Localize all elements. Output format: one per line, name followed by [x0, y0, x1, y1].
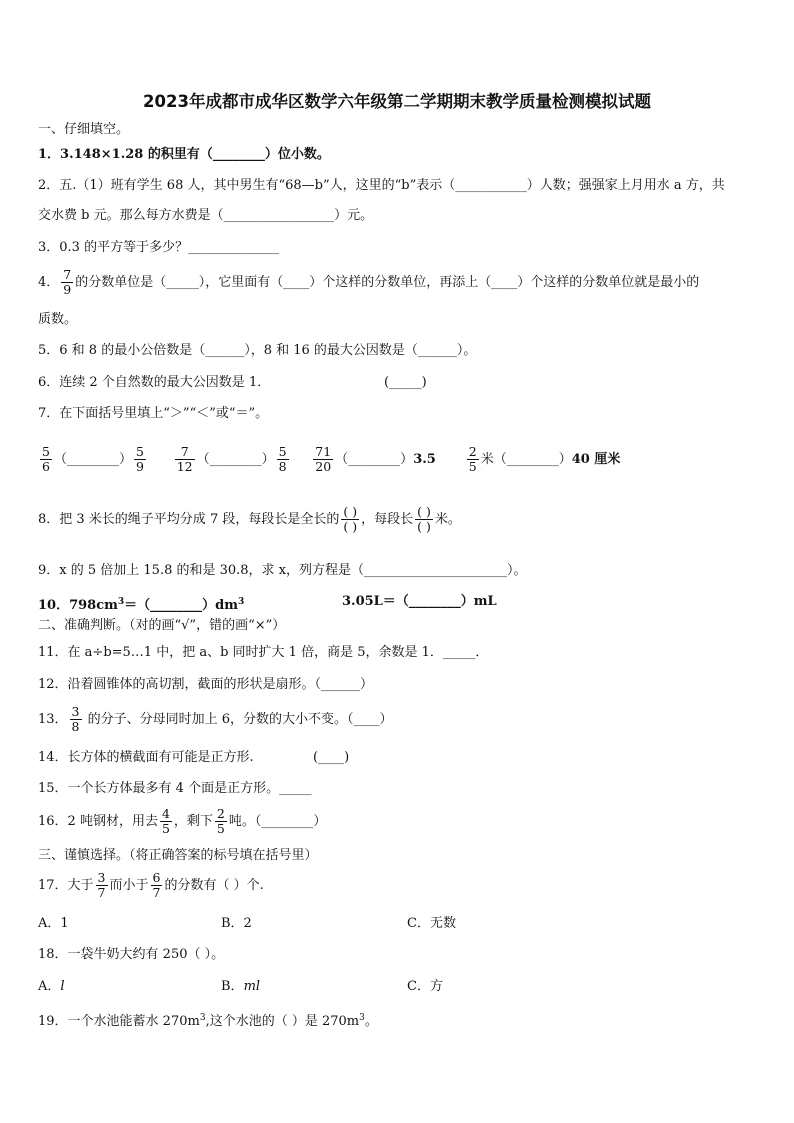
section-heading-1: 一、仔细填空。: [38, 122, 130, 137]
question-text: 17．大于: [38, 878, 94, 893]
denominator: 5: [468, 459, 477, 474]
question-15: 15．一个长方体最多有 4 个面是正方形。_____: [38, 781, 312, 796]
answer-blank[interactable]: (____): [313, 750, 350, 765]
question-text: ,这个水池的（ ）是 270m: [205, 1014, 360, 1029]
unit: 米: [480, 452, 494, 467]
numerator: 5: [278, 444, 287, 459]
question-9: 9．x 的 5 倍加上 15.8 的和是 30.8，求 x，列方程是（______________________）。: [38, 563, 527, 578]
fraction: [277, 445, 289, 474]
option-b[interactable]: [221, 979, 260, 995]
denominator-blank[interactable]: ( ): [343, 519, 358, 534]
question-1: 1．3.148×1.28 的积里有（________）位小数。: [38, 147, 330, 162]
question-4-line-2: 质数。: [38, 312, 78, 327]
numerator: 2: [468, 444, 477, 459]
exponent: 3: [199, 1013, 206, 1023]
fraction: [215, 807, 227, 836]
fraction: [313, 445, 333, 474]
fraction-blank[interactable]: [415, 505, 433, 534]
option-value: ml: [243, 979, 261, 994]
question-text: 而小于: [109, 878, 149, 893]
denominator: 7: [152, 885, 161, 900]
question-text: 。: [364, 1014, 378, 1029]
question-text: 16．2 吨钢材，用去: [38, 814, 158, 829]
numerator: 4: [161, 806, 170, 821]
value: 40 厘米: [571, 452, 621, 467]
question-4: [38, 266, 699, 300]
answer-blank[interactable]: （________）: [493, 452, 572, 467]
question-2-line-2: 交水费 b 元。那么每方水费是（_________________）元。: [38, 208, 374, 223]
denominator: 9: [135, 459, 144, 474]
question-17: [38, 868, 264, 904]
denominator: 8: [278, 459, 287, 474]
fraction: [61, 268, 73, 297]
option-b[interactable]: B．2: [221, 916, 252, 931]
fraction: [40, 445, 52, 474]
numerator: 7: [63, 267, 72, 282]
question-12: 12．沿着圆锥体的高切割，截面的形状是扇形。（______）: [38, 677, 374, 692]
question-13: [38, 703, 393, 737]
question-text: 米。: [434, 512, 461, 527]
numerator: 6: [152, 870, 161, 885]
question-text: 8．把 3 米长的绳子平均分成 7 段，每段长是全长的: [38, 512, 340, 527]
numerator: 7: [180, 444, 189, 459]
question-text: 10．798cm: [38, 598, 118, 613]
fraction: [70, 705, 82, 734]
question-text: ，剩下: [173, 814, 213, 829]
exponent: 3: [117, 597, 125, 607]
denominator: 7: [97, 885, 106, 900]
option-label: A．: [38, 979, 61, 994]
question-text: 19．一个水池能蓄水 270m: [38, 1014, 200, 1029]
fraction: [160, 807, 172, 836]
question-7-comparisons: [38, 442, 620, 478]
question-number: 13．: [38, 712, 68, 727]
question-8: [38, 500, 461, 540]
fraction: [467, 445, 479, 474]
denominator-blank[interactable]: ( ): [417, 519, 431, 534]
answer-blank[interactable]: （________）: [53, 452, 132, 467]
option-c[interactable]: C．无数: [407, 916, 456, 931]
question-number: 4．: [38, 275, 60, 290]
question-10: [38, 594, 244, 614]
exponent: 3: [359, 1013, 365, 1023]
numerator: 5: [42, 444, 50, 459]
question-16: [38, 804, 326, 840]
question-text: 吨。（________）: [228, 814, 327, 829]
question-3: 3．0.3 的平方等于多少？______________: [38, 240, 280, 255]
numerator-blank[interactable]: ( ): [417, 504, 431, 519]
fraction: [175, 445, 195, 474]
question-18: 18．一袋牛奶大约有 250（ ）。: [38, 947, 225, 962]
question-5: 5．6 和 8 的最小公倍数是（______），8 和 16 的最大公因数是（______）。: [38, 343, 477, 358]
page-title: 2023年成都市成华区数学六年级第二学期期末教学质量检测模拟试题: [143, 92, 651, 111]
question-2-line-1: 2．五.（1）班有学生 68 人，其中男生有“68—b”人，这里的“b”表示（___________）人数；强强家上月用水 a 方，共: [38, 178, 725, 193]
numerator: 5: [135, 444, 144, 459]
option-value: l: [60, 979, 65, 994]
fraction-blank[interactable]: [341, 505, 359, 534]
question-text: 的分子、分母同时加上 6，分数的大小不变。（____）: [87, 712, 393, 727]
question-text: ＝（________）dm: [124, 598, 239, 613]
fraction: [96, 871, 108, 900]
question-text: 的分数有（ ）个.: [164, 878, 264, 893]
denominator: 5: [161, 821, 170, 836]
numerator-blank[interactable]: ( ): [343, 504, 358, 519]
section-heading-2: 二、准确判断。（对的画“√”，错的画“×”）: [38, 618, 286, 633]
numerator: 3: [97, 870, 106, 885]
option-a[interactable]: A．1: [38, 916, 69, 931]
denominator: 8: [71, 719, 80, 734]
option-a[interactable]: [38, 979, 65, 995]
question-text: 的分数单位是（_____），它里面有（____）个这样的分数单位，再添上（____）个这样的分数单位就是最小的: [75, 275, 700, 290]
question-11: 11．在 a÷b=5…1 中，把 a、b 同时扩大 1 倍，商是 5，余数是 1．_____．: [38, 645, 489, 660]
question-text: ，每段长: [361, 512, 414, 527]
fraction: [151, 871, 163, 900]
question-19: [38, 1010, 378, 1030]
denominator: 9: [63, 282, 72, 297]
question-6: 6．连续 2 个自然数的最大公因数是 1．: [38, 375, 271, 390]
denominator: 12: [176, 459, 193, 474]
answer-blank[interactable]: （________）: [335, 452, 414, 467]
fraction: [134, 445, 146, 474]
answer-blank[interactable]: (_____): [384, 375, 427, 390]
question-10-part-2: 3.05L＝（________）mL: [342, 594, 497, 609]
numerator: 3: [71, 704, 80, 719]
denominator: 5: [216, 821, 225, 836]
numerator: 71: [315, 444, 332, 459]
answer-blank[interactable]: （________）: [196, 452, 275, 467]
question-7: 7．在下面括号里填上“＞”“＜”或“＝”。: [38, 406, 269, 421]
denominator: 20: [315, 459, 332, 474]
section-heading-3: 三、谨慎选择。（将正确答案的标号填在括号里）: [38, 848, 318, 863]
option-c[interactable]: C．方: [407, 979, 443, 994]
value: 3.5: [413, 452, 436, 467]
question-14: 14．长方体的横截面有可能是正方形.: [38, 750, 254, 765]
exponent: 3: [238, 597, 245, 607]
denominator: 6: [42, 459, 50, 474]
numerator: 2: [216, 806, 225, 821]
option-label: B．: [221, 979, 244, 994]
